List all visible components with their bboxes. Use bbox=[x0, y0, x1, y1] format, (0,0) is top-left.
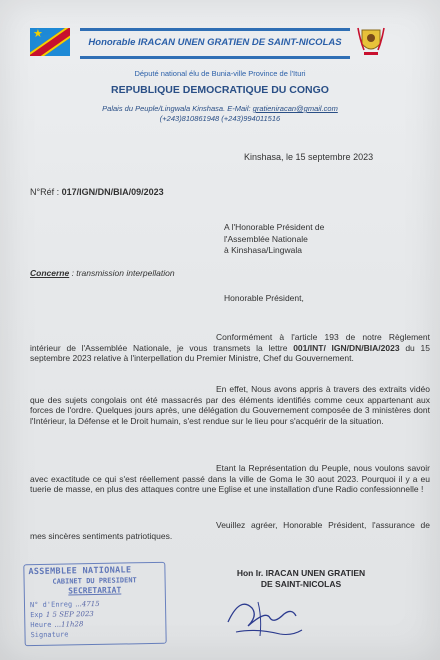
stamp-row-label: Exp bbox=[30, 610, 43, 620]
stamp-line-3: SECRETARIAT bbox=[68, 585, 122, 596]
stamp-row bbox=[30, 600, 100, 609]
email-link[interactable]: gratieniracan@gmail.com bbox=[252, 104, 338, 113]
ref-label: N°Réf : bbox=[30, 187, 62, 197]
paragraph-1-text-a: Conformément à l'article 193 de notre Règlement intérieur de l'Assemblée Nationale, je vous transmets la lettre bbox=[30, 332, 430, 353]
stamp-row bbox=[30, 620, 83, 629]
paragraph-1-ref: 001/INT/ IGN/DN/BIA/2023 bbox=[293, 342, 400, 353]
subject-text: : transmission interpellation bbox=[69, 268, 175, 278]
paragraph-3: Etant la Représentation du Peuple, nous voulons savoir avec exactitude ce qui s'est réellement passé dans la ville de Goma le 30 aout 2023. Pourquoi il y a eu tuerie de masse, en plus des attaques contre une Eglise et une installation d'une Radio confessionnelle ! bbox=[30, 463, 430, 495]
banner-rule-top bbox=[80, 28, 350, 31]
stamp-row-value: ...4715 bbox=[75, 599, 100, 609]
paragraph-1-text-b: du 15 septembre 2023 relative à l'interpellation du Premier Ministre, Chef du Gouvernement. bbox=[30, 342, 430, 364]
signer-line-1: Hon Ir. IRACAN UNEN GRATIEN bbox=[236, 568, 366, 578]
signer-line-2: DE SAINT-NICOLAS bbox=[260, 579, 342, 589]
drc-flag-icon: ★ bbox=[30, 28, 70, 56]
paragraph-4: Veuillez agréer, Honorable Président, l'assurance de mes sincères sentiments patriotiques. bbox=[30, 520, 430, 541]
reference-number bbox=[30, 187, 164, 197]
addressee-line: à Kinshasa/Lingwala bbox=[224, 245, 302, 255]
stamp-row-label: Heure bbox=[30, 620, 52, 630]
banner-title: Honorable IRACAN UNEN GRATIEN DE SAINT-NICOLAS bbox=[88, 37, 342, 48]
paragraph-1 bbox=[30, 332, 430, 364]
coat-of-arms-icon bbox=[356, 26, 386, 58]
addressee-block bbox=[224, 222, 324, 257]
stamp-line-2: CABINET DU PRESIDENT bbox=[52, 576, 137, 586]
republic-heading: REPUBLIQUE DEMOCRATIQUE DU CONGO bbox=[111, 84, 329, 96]
phone-numbers: (+243)810861948 (+243)994011516 bbox=[159, 114, 281, 123]
contact-address bbox=[0, 104, 440, 124]
stamp-row-value: ...11h28 bbox=[54, 620, 84, 629]
addressee-line: A l'Honorable Président de bbox=[224, 222, 325, 232]
place-date: Kinshasa, le 15 septembre 2023 bbox=[244, 152, 374, 162]
address-line: Palais du Peuple/Lingwala Kinshasa. E-Mail: bbox=[102, 104, 253, 113]
addressee-line: l'Assemblée Nationale bbox=[224, 233, 308, 244]
subject-line bbox=[30, 268, 175, 278]
salutation: Honorable Président, bbox=[224, 293, 304, 303]
stamp-line-1: ASSEMBLEE NATIONALE bbox=[28, 565, 132, 578]
banner-rule-bottom bbox=[80, 56, 350, 59]
handwritten-signature bbox=[218, 588, 308, 642]
paragraph-2: En effet, Nous avons appris à travers des extraits vidéo que des sujets congolais ont été massacrés par des éléments identifiés comme ceux appartenant aux forces de l'ordre. Quelques jours après, une délégation du Gouvernement composée de 3 ministères dont l'Intérieur, la Défense et le Droit humain, s'est rendue sur le lieu pour s'acquérir de la situation. bbox=[30, 384, 430, 426]
reception-stamp bbox=[23, 562, 166, 646]
deputy-line: Député national élu de Bunia-ville Province de l'Ituri bbox=[134, 69, 306, 78]
stamp-row-value: 1 5 SEP 2023 bbox=[45, 610, 94, 619]
signer-name bbox=[226, 568, 376, 590]
stamp-row-label: N° d'Enreg bbox=[29, 600, 73, 610]
stamp-row bbox=[30, 630, 71, 639]
subject-label: Concerne bbox=[30, 268, 70, 278]
stamp-row-label: Signature bbox=[30, 630, 69, 640]
ref-value: 017/IGN/DN/BIA/09/2023 bbox=[61, 187, 164, 197]
stamp-row bbox=[30, 610, 94, 619]
